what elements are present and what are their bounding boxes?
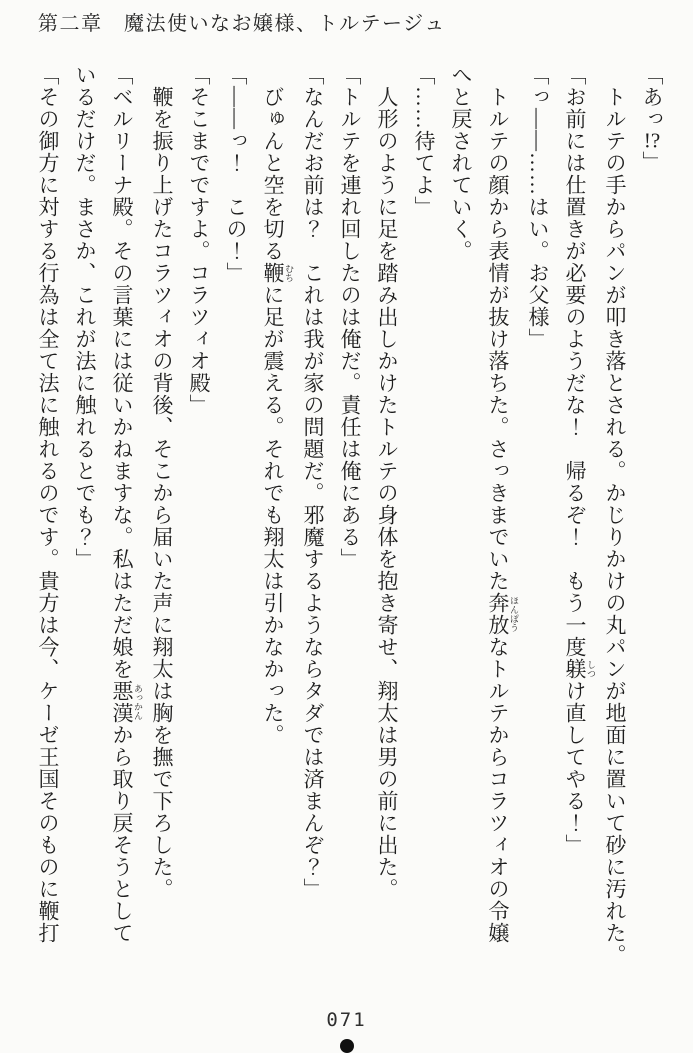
text-column: 「そこまでですよ。コラツィオ殿」 [187, 64, 211, 416]
text-column: びゅんと空を切る鞭 むちに足が震える。それでも翔太は引かなかった。 [261, 64, 294, 746]
text-column: いるだけだ。まさか、これが法に触れるとでも？」 [73, 64, 97, 570]
text-column: 人形のように足を踏み出しかけたトルテの身体を抱き寄せ、翔太は男の前に出た。 [375, 64, 399, 900]
text-column: 「ベルリーナ殿。その言葉には従いかねますな。私はただ娘を悪漢 あっかんから取り戻そうとして [110, 64, 143, 944]
text-column: 鞭を振り上げたコラツィオの背後、そこから届いた声に翔太は胸を撫で下ろした。 [150, 64, 174, 900]
text-column: 「なんだお前は？ これは我が家の問題だ。邪魔するようならタダでは済まんぞ？」 [301, 64, 325, 900]
text-column: 「――っ！ この！」 [224, 64, 248, 284]
text-columns [29, 64, 670, 973]
tatechuyoko-text: !? [643, 130, 661, 151]
text-column: 「あっ!?」 [640, 64, 664, 173]
page-number: 071 [326, 1009, 367, 1031]
text-column: トルテの顔から表情が抜け落ちた。さっきまでいた奔放 ほんぽうなトルテからコラツィオの令嬢 [486, 64, 519, 944]
text-column: 「……待てよ」 [412, 64, 436, 218]
text-column: トルテの手からパンが叩き落とされる。かじりかけの丸パンが地面に置いて砂に汚れた。 [603, 64, 627, 966]
text-column: 「お前には仕置きが必要のようだな！ 帰るぞ！ もう一度躾 しつけ直してやる！」 [563, 64, 596, 856]
chapter-header: 第二章 魔法使いなお嬢様、トルテージュ [38, 13, 446, 35]
text-column: 「っ――……はい。お父様」 [526, 64, 550, 350]
text-column: へと戻されていく。 [449, 64, 473, 262]
page-marker-dot [340, 1039, 354, 1053]
text-column: 「その御方に対する行為は全て法に触れるのです。貴方は今、ケーゼ王国そのものに鞭打 [36, 64, 60, 944]
text-column: 「トルテを連れ回したのは俺だ。責任は俺にある」 [338, 64, 362, 570]
